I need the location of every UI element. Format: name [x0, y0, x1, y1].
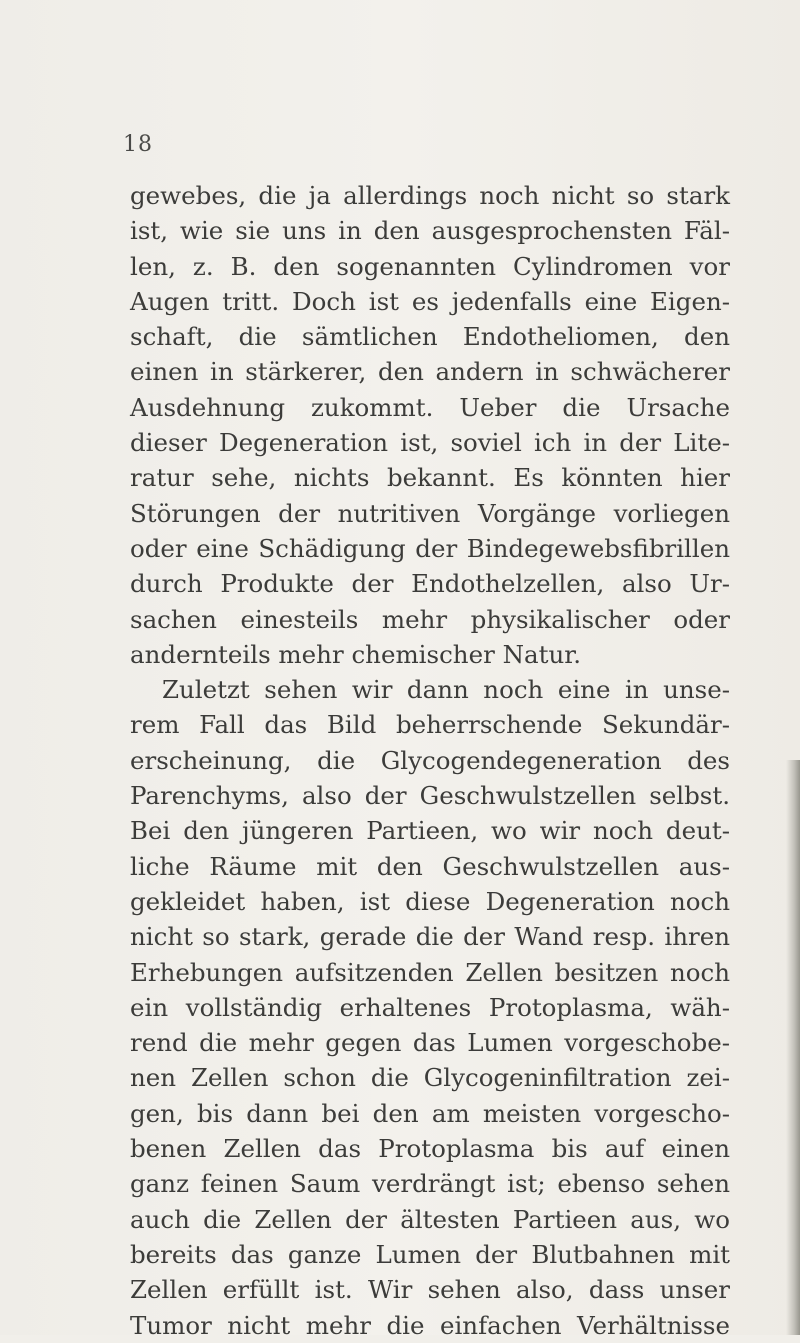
text-line: dieser Degeneration ist, soviel ich in der Lite- — [130, 428, 730, 458]
page-number: 18 — [123, 132, 153, 157]
text-line: ganz feinen Saum verdrängt ist; ebenso sehen — [130, 1169, 730, 1199]
text-line: rend die mehr gegen das Lumen vorgeschobe- — [130, 1028, 730, 1058]
text-line: bereits das ganze Lumen der Blutbahnen mit — [130, 1239, 730, 1269]
text-line: gen, bis dann bei den am meisten vorgescho- — [130, 1098, 730, 1128]
text-line: erscheinung, die Glycogendegeneration des — [130, 745, 730, 775]
text-line: Tumor nicht mehr die einfachen Verhältnisse — [130, 1310, 730, 1340]
paragraph-start-line: Zuletzt sehen wir dann noch eine in unse- — [162, 675, 730, 705]
text-line: ratur sehe, nichts bekannt. Es könnten hier — [130, 463, 730, 493]
text-line: Augen tritt. Doch ist es jedenfalls eine Eigen- — [130, 286, 730, 316]
text-line: rem Fall das Bild beherrschende Sekundär- — [130, 710, 730, 740]
text-line: sachen einesteils mehr physikalischer oder — [130, 604, 730, 634]
text-line: len, z. B. den sogenannten Cylindromen vor — [130, 251, 730, 281]
text-line: benen Zellen das Protoplasma bis auf einen — [130, 1134, 730, 1164]
text-line: einen in stärkerer, den andern in schwächerer — [130, 357, 730, 387]
text-line: nen Zellen schon die Glycogeninfiltration zei- — [130, 1063, 730, 1093]
text-line: durch Produkte der Endothelzellen, also Ur- — [130, 569, 730, 599]
paragraph-end-line: andernteils mehr chemischer Natur. — [130, 639, 582, 669]
text-line: ist, wie sie uns in den ausgesprochensten Fäl- — [130, 216, 730, 246]
text-line: gekleidet haben, ist diese Degeneration noch — [130, 886, 730, 916]
text-line: Bei den jüngeren Partieen, wo wir noch deut- — [130, 816, 730, 846]
text-line: ein vollständig erhaltenes Protoplasma, wäh- — [130, 992, 730, 1022]
text-line: Parenchyms, also der Geschwulstzellen selbst. — [130, 781, 730, 811]
text-line: Erhebungen aufsitzenden Zellen besitzen noch — [130, 957, 730, 987]
text-line: Störungen der nutritiven Vorgänge vorliegen — [130, 498, 730, 528]
text-line: nicht so stark, gerade die der Wand resp. ihren — [130, 922, 730, 952]
text-line: Ausdehnung zukommt. Ueber die Ursache — [130, 392, 730, 422]
page-edge-shadow — [786, 760, 800, 1335]
text-line: Zellen erfüllt ist. Wir sehen also, dass unser — [130, 1275, 730, 1305]
text-line: liche Räume mit den Geschwulstzellen aus- — [130, 851, 730, 881]
text-line: gewebes, die ja allerdings noch nicht so stark — [130, 181, 730, 210]
body-text — [130, 178, 730, 1343]
text-line: schaft, die sämtlichen Endotheliomen, den — [130, 322, 730, 352]
text-line: auch die Zellen der ältesten Partieen aus, wo — [130, 1204, 730, 1234]
text-line: oder eine Schädigung der Bindegewebsfibrillen — [130, 533, 730, 563]
